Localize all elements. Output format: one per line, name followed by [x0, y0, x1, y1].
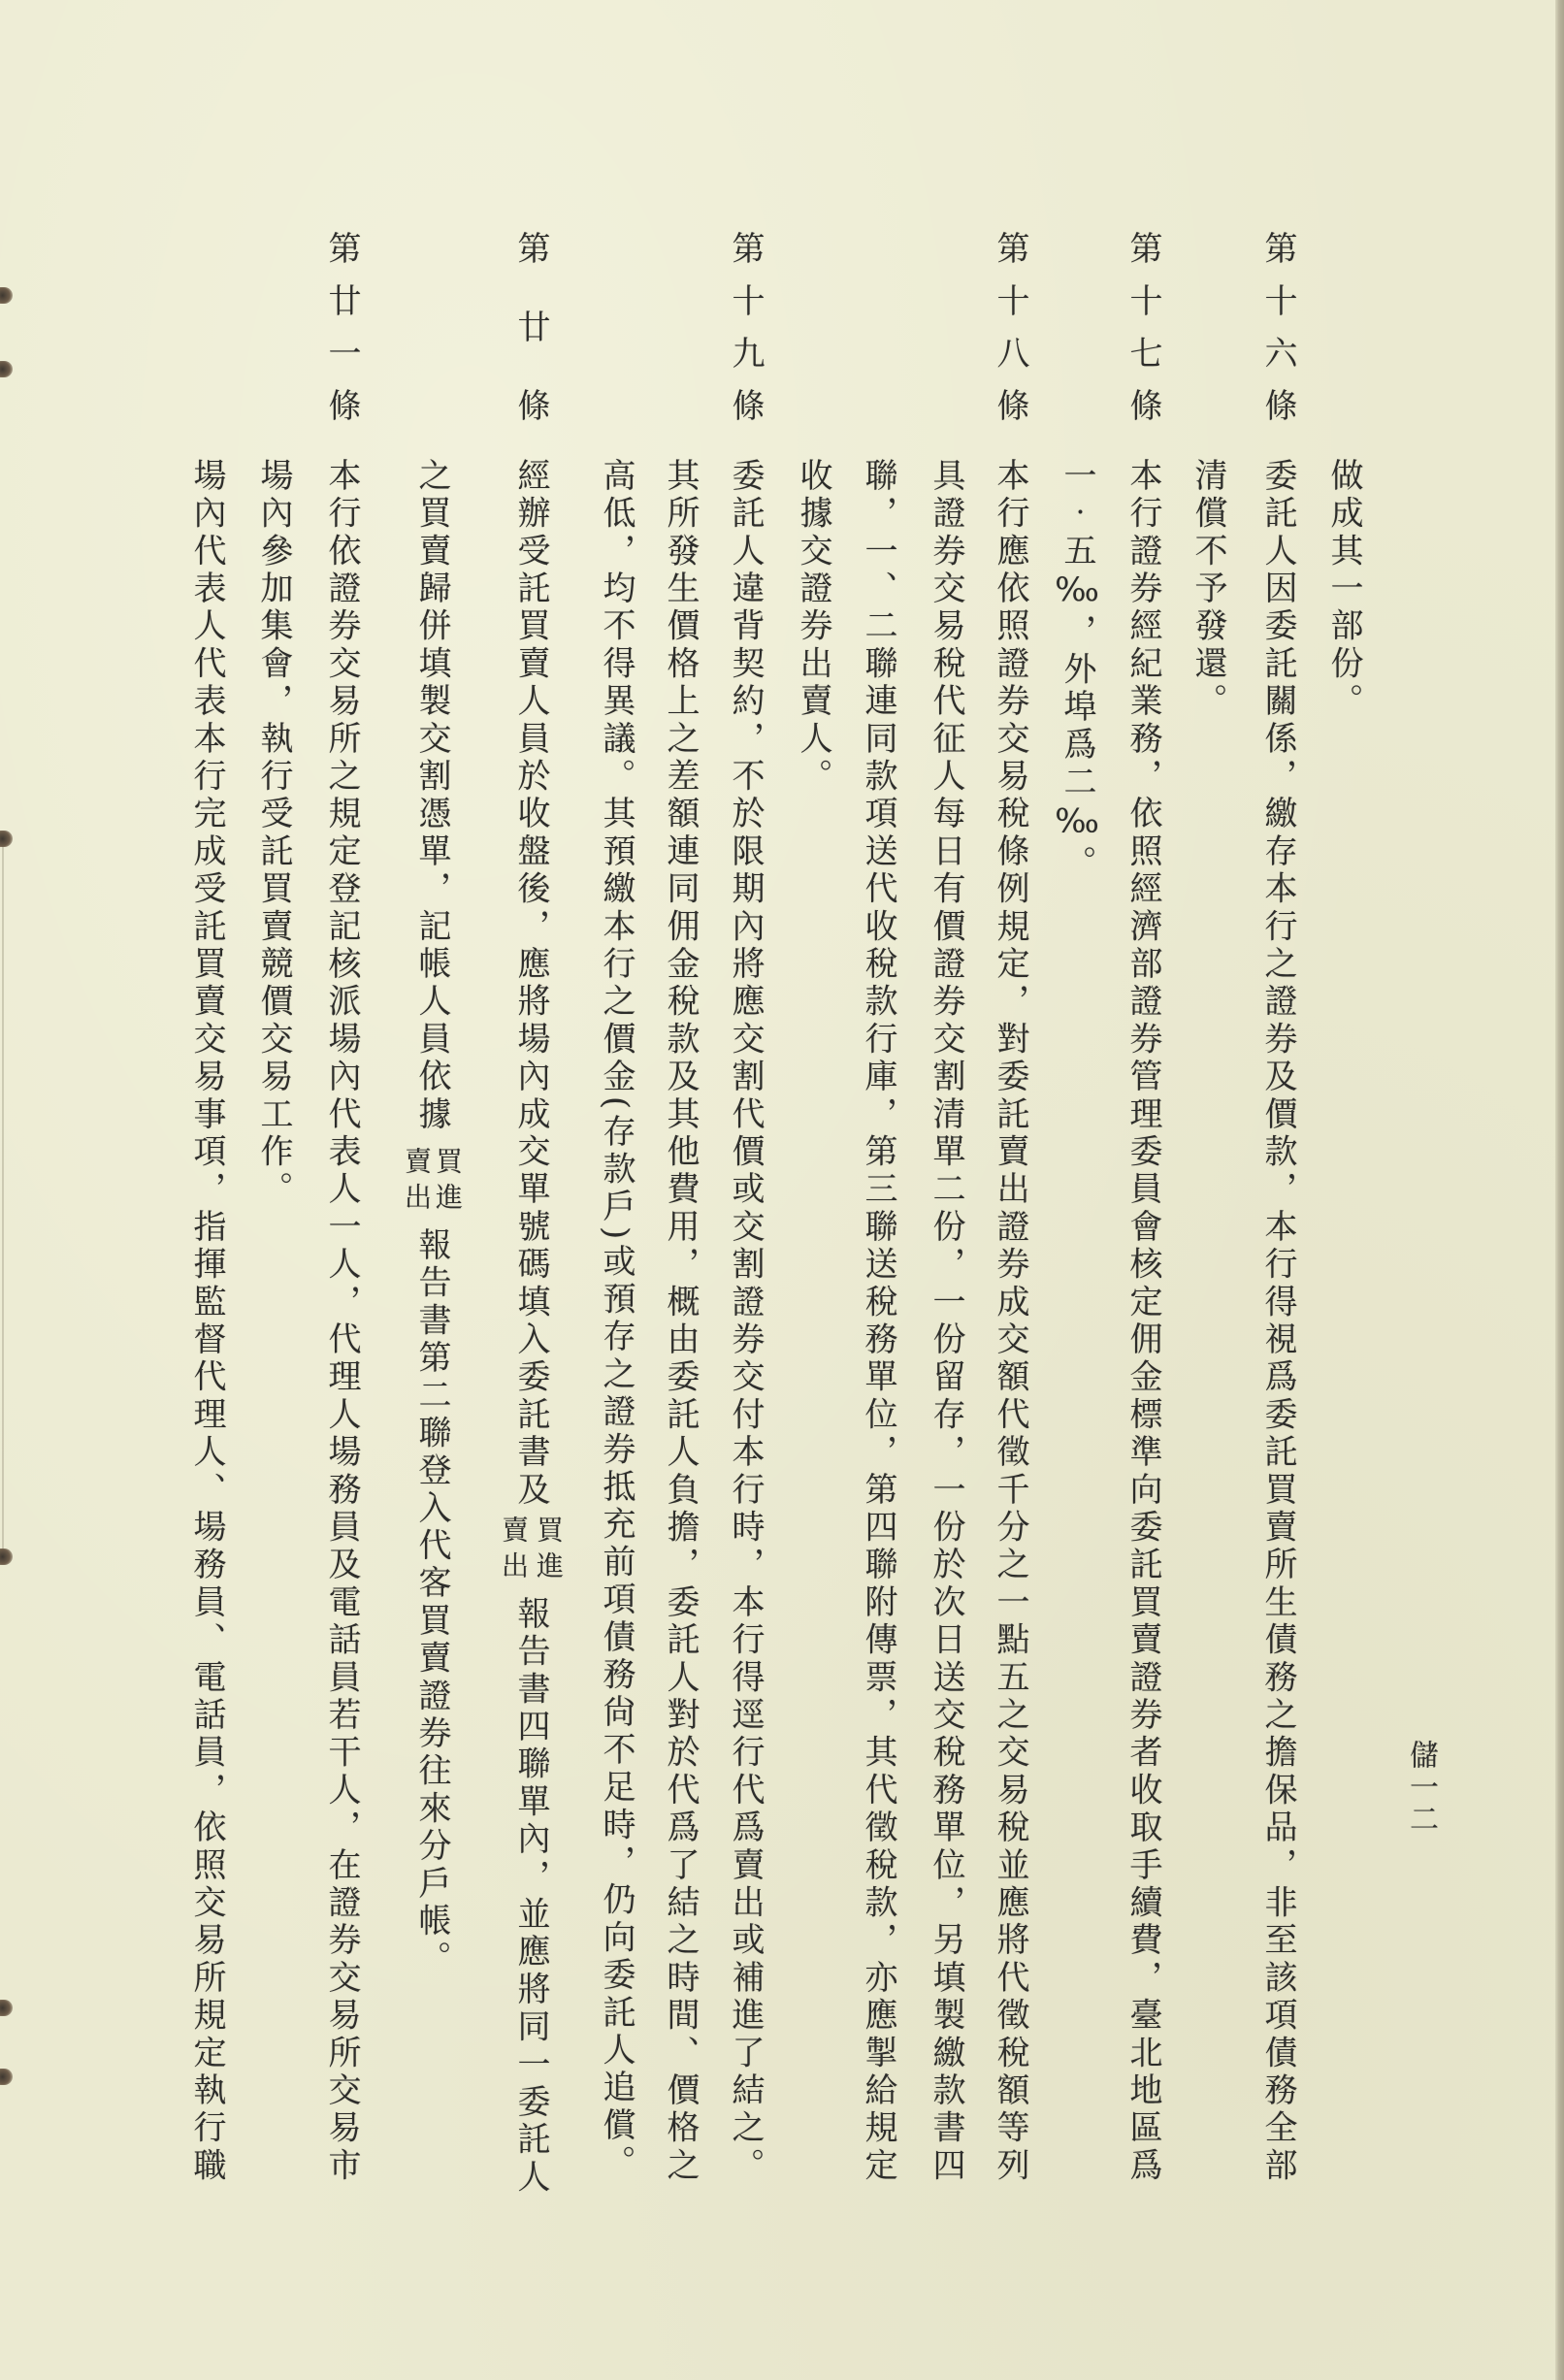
article-line: 場內參加集會，執行受託買賣競價交易工作。	[254, 458, 293, 1209]
line-segment-before: 經辦受託買賣人員於收盤後，應將場內成交單號碼填入委託書及	[511, 458, 550, 1510]
line-segment-after: 報告書四聯單內，並應將同一委託人	[511, 1596, 550, 2198]
article-line: 委託人違背契約，不於限期內將應交割代價或交割證券交付本行時，本行得逕行代爲賣出或補進了結之。	[726, 458, 765, 2186]
article-line: 本行證券經紀業務，依照經濟部證券管理委員會核定佣金標準向委託買賣證券者收取手續費，臺北地區爲	[1124, 458, 1162, 2186]
binding-hole-mark	[0, 1549, 13, 1565]
article-heading: 第十八條	[991, 231, 1029, 440]
binding-hole-mark	[0, 2000, 13, 2016]
article-line: 高低，均不得異議。其預繳本行之價金(存款戶)或預存之證券抵充前項債務尙不足時，仍向委託人追償。	[597, 458, 635, 2183]
article-heading: 第廿一條	[322, 231, 361, 440]
page-number: 儲一二	[1404, 1740, 1438, 1836]
article-line: 一‧五‰，外埠爲二‰。	[1058, 458, 1096, 883]
annotation-sell-out: 賣出	[498, 1516, 530, 1587]
annotation-sell-out: 賣出	[401, 1147, 433, 1219]
binding-hole-mark	[0, 287, 13, 304]
article-line: 收據交證券出賣人。	[794, 458, 832, 797]
article-line: 其所發生價格上之差額連同佣金稅款及其他費用，概由委託人負擔，委託人對於代爲了結之時間、價格之	[661, 458, 700, 2186]
article-heading: 第廿條	[511, 231, 550, 467]
page-edge-shadow	[1555, 0, 1564, 2380]
binding-hole-mark	[0, 831, 13, 847]
article-heading: 第十七條	[1124, 231, 1162, 440]
binding-hole-mark	[0, 361, 13, 377]
line-segment-after: 報告書第二聯登入代客買賣證券往來分戶帳。	[412, 1227, 451, 1978]
article-heading: 第十六條	[1258, 231, 1297, 440]
continuation-line: 做成其一部份。	[1324, 458, 1363, 721]
article-line: 具證券交易稅代征人每日有價證券交割清單二份，一份留存，一份於次日送交稅務單位，另填製繳款書四	[927, 458, 965, 2186]
annotation-buy-in: 買進	[432, 1147, 464, 1219]
article-heading: 第十九條	[726, 231, 765, 440]
article-line: 本行依證券交易所之規定登記核派場內代表人一人，代理人場務員及電話員若干人，在證券交易所交易市	[322, 458, 361, 2186]
annotation-buy-in: 買進	[533, 1516, 565, 1587]
article-line: 聯，一、二聯連同款項送代收稅款行庫，第三聯送稅務單位，第四聯附傳票，其代徵稅款，亦應掣給規定	[859, 458, 897, 2186]
article-line: 場內代表人代表本行完成受託買賣交易事項，指揮監督代理人、場務員、電話員，依照交易所規定執行職	[187, 458, 226, 2186]
binding-edge-shadow	[2, 844, 4, 1552]
line-segment-before: 之買賣歸併填製交割憑單，記帳人員依據	[412, 458, 451, 1134]
article-line: 本行應依照證券交易稅條例規定，對委託賣出證券成交額代徵千分之一點五之交易稅並應將代徵稅額等列	[991, 458, 1029, 2186]
article-line: 清償不予發還。	[1189, 458, 1227, 721]
article-line: 委託人因委託關係，繳存本行之證券及價款，本行得視爲委託買賣所生債務之擔保品，非至該項債務全部	[1258, 458, 1297, 2186]
binding-hole-mark	[0, 2069, 13, 2085]
